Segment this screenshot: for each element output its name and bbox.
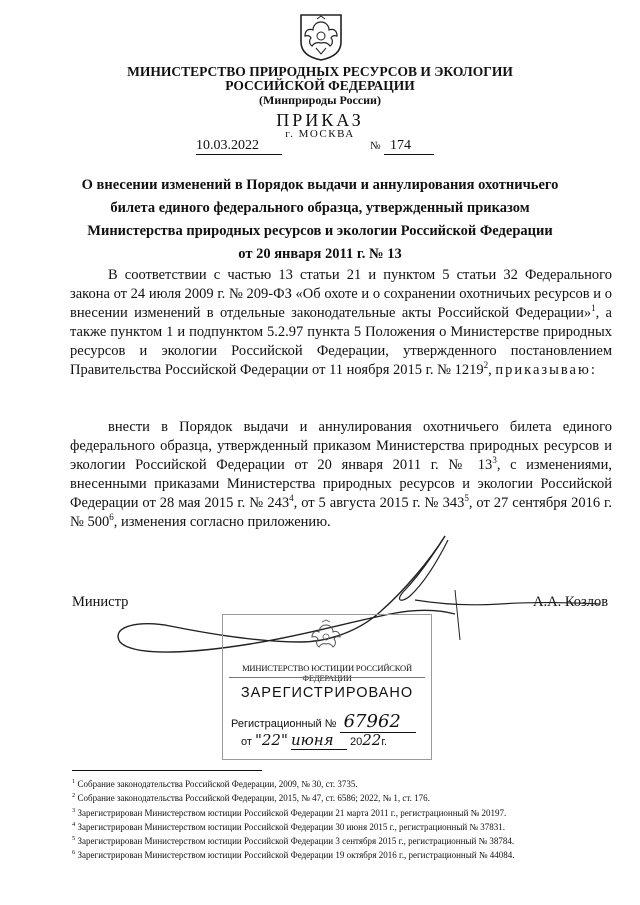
reg-number-label: Регистрационный № — [231, 718, 337, 730]
signatory-position: Министр — [72, 594, 129, 610]
footnote-text: Зарегистрирован Министерством юстиции Российской Федерации 21 марта 2011 г., регистрационный № 20197. — [75, 807, 507, 818]
registration-stamp — [222, 614, 432, 760]
document-number-row — [370, 138, 434, 155]
reg-number: 67962 — [340, 711, 416, 733]
footnote-number: 2 — [72, 792, 76, 800]
footnote-ref: 1 — [591, 303, 596, 314]
stamp-divider — [229, 677, 425, 678]
title-line: от 20 января 2011 г. № 13 — [238, 246, 402, 262]
ministry-name-line1: МИНИСТЕРСТВО ПРИРОДНЫХ РЕСУРСОВ И ЭКОЛОГИИ — [127, 64, 513, 79]
footnote-text: Зарегистрирован Министерством юстиции Российской Федерации 30 июня 2015 г., регистрационный № 37831. — [75, 821, 506, 832]
body-paragraph-2: внести в Порядок выдачи и аннулирования охотничьего билета единого федерального образца, утвержденный приказом Министерства природных ресурсов и экологии Российской Федерации от 20 января 2011 г. № $13^3$, с изменениями, внесенными приказами Министерства природных ресурсов и экологии Российской Федерации от 28 мая 2015 г. № $243^4$, от 5 августа 2015 г. № $343^5$, от 27 сентября 2016 г. № $500^6$, изменения согласно приложению. — [70, 419, 612, 530]
footnote-item — [72, 776, 632, 790]
ministry-short-name: (Минприроды России) — [259, 93, 381, 107]
document-title — [0, 174, 640, 266]
footnote-text: Собрание законодательства Российской Федерации, 2015, № 47, ст. 6586; 2022, № 1, ст. 176. — [75, 793, 430, 804]
title-line: билета единого федерального образца, утвержденный приказом — [110, 200, 530, 216]
document-number: 174 — [384, 138, 434, 155]
footnotes — [72, 776, 632, 862]
footnote-text: Собрание законодательства Российской Федерации, 2009, № 30, ст. 3735. — [75, 779, 358, 789]
footnote-ref: 2 — [483, 360, 489, 371]
title-line: О внесении изменений в Порядок выдачи и аннулирования охотничьего — [81, 177, 559, 193]
stamp-organization: МИНИСТЕРСТВО ЮСТИЦИИ РОССИЙСКОЙ ФЕДЕРАЦИИ — [242, 663, 412, 683]
stamp-emblem-icon — [307, 619, 345, 657]
coat-of-arms-icon — [298, 12, 344, 62]
stamp-registered-label: ЗАРЕГИСТРИРОВАНО — [240, 685, 414, 701]
footnote-divider — [72, 770, 262, 771]
footnote-text: Зарегистрирован Министерством юстиции Российской Федерации 19 октября 2016 г., регистрационный № 44084. — [75, 850, 515, 861]
ministry-name-line2: РОССИЙСКОЙ ФЕДЕРАЦИИ — [225, 78, 415, 93]
footnote-number: 6 — [72, 849, 76, 857]
document-type: ПРИКАЗ — [276, 110, 364, 130]
footnote-ref: 3 — [492, 455, 497, 466]
title-line: Министерства природных ресурсов и экологии Российской Федерации — [87, 223, 553, 239]
footnote-item — [72, 819, 632, 833]
footnote-number: 4 — [72, 820, 76, 828]
footnote-number: 5 — [72, 835, 76, 843]
footnote-ref: 6 — [109, 512, 114, 523]
footnote-item — [72, 833, 632, 847]
document-city: г. МОСКВА — [285, 128, 355, 140]
document-date: 10.03.2022 — [196, 138, 282, 155]
order-word: приказываю: — [495, 362, 597, 378]
footnote-number: 1 — [72, 778, 76, 785]
footnote-item — [72, 790, 632, 804]
stamp-date-day: "22" — [254, 731, 288, 749]
stamp-reg-number-row — [231, 711, 416, 733]
footnote-number: 3 — [72, 806, 76, 814]
stamp-date-month: июня — [291, 731, 347, 750]
footnote-text: Зарегистрирован Министерством юстиции Российской Федерации 3 сентября 2015 г., регистрационный № 38784. — [75, 836, 515, 847]
number-label: № — [370, 140, 381, 152]
footnote-item — [72, 847, 632, 861]
stamp-date-prefix: от — [241, 736, 252, 748]
stamp-date-suffix: г. — [381, 736, 388, 748]
stamp-date-year: 22 — [362, 731, 382, 749]
stamp-date-row — [241, 731, 387, 750]
stamp-date-year-prefix: 20 — [350, 736, 363, 748]
footnote-item — [72, 805, 632, 819]
signatory-name: А.А. Козлов — [533, 594, 609, 610]
document-date-row — [196, 138, 282, 155]
footnote-ref: 4 — [289, 493, 294, 504]
footnote-ref: 5 — [464, 493, 469, 504]
body-paragraph-1: В соответствии с частью 13 статьи 21 и пунктом 5 статьи 32 Федерального закона от 24 июля 2009 г. № 209-ФЗ «Об охоте и о сохранении охотничьих ресурсов и о внесении изменений в отдельные законодательные акты Российской Федерации»$^1$, а также пунктом 1 и подпунктом 5.2.97 пункта 5 Положения о Министерстве природных ресурсов и экологии Российской Федерации, утвержденного постановлением Правительства Российской Федерации от 11 ноября 2015 г. № 1219$^2$, приказываю: — [70, 267, 612, 378]
